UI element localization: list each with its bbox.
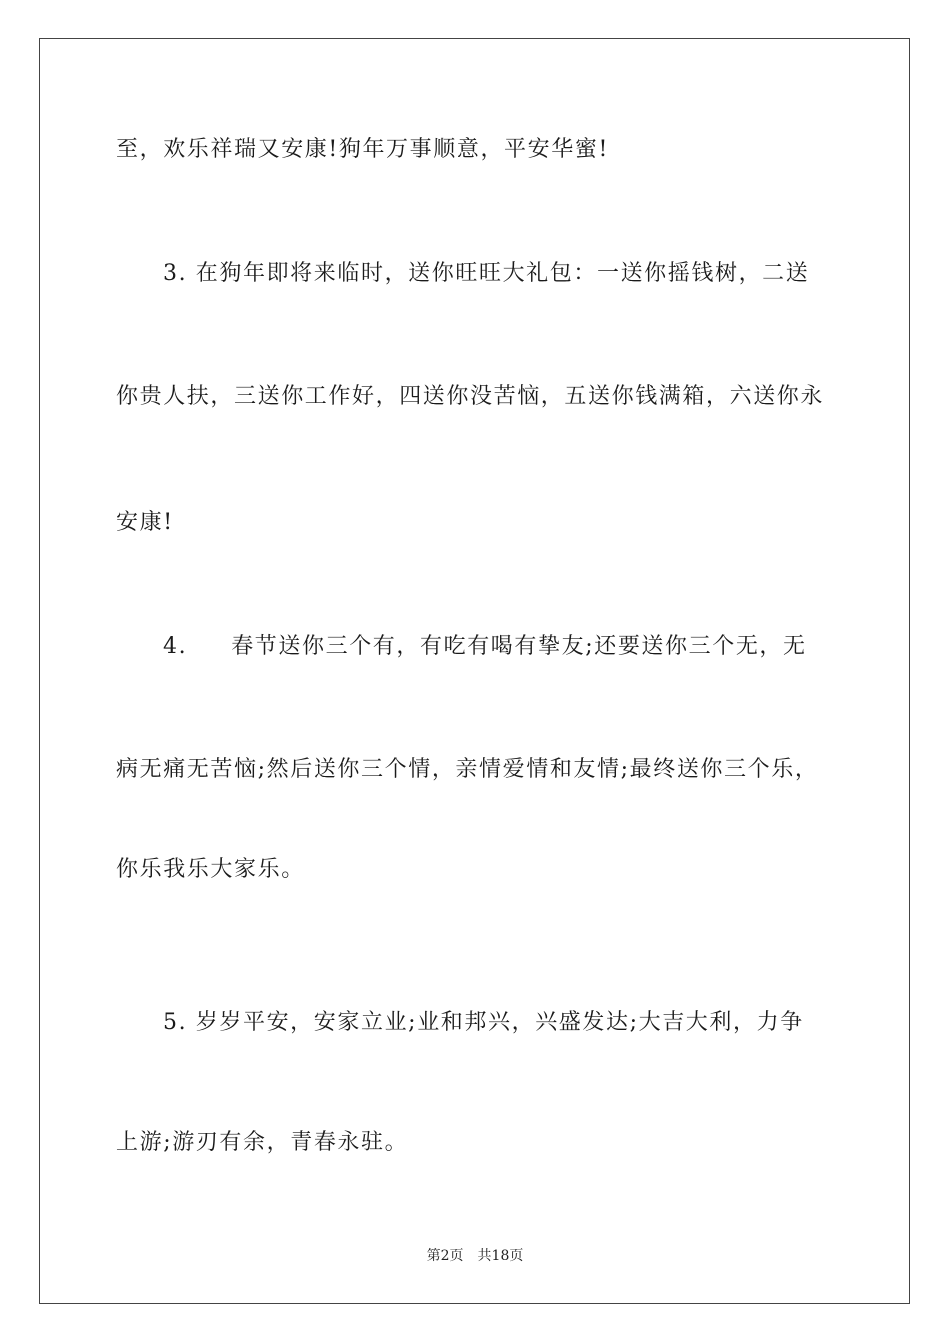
item-4-number: 4.	[163, 634, 188, 659]
page-total: 共18页	[477, 1248, 524, 1264]
text-line-9: 上游;游刃有余，青春永驻。	[116, 1130, 409, 1155]
text-line-1: 至，欢乐祥瑞又安康!狗年万事顺意，平安华蜜!	[116, 137, 609, 162]
text-line-6: 病无痛无苦恼;然后送你三个情，亲情爱情和友情;最终送你三个乐，	[116, 757, 819, 782]
text-line-8: 5. 岁岁平安，安家立业;业和邦兴，兴盛发达;大吉大利，力争	[163, 1010, 804, 1035]
page-number: 第2页	[426, 1248, 464, 1264]
text-line-7: 你乐我乐大家乐。	[116, 857, 305, 882]
text-line-3: 你贵人扶，三送你工作好，四送你没苦恼，五送你钱满箱，六送你永	[116, 384, 825, 409]
text-line-4: 安康!	[116, 510, 174, 535]
page-footer	[0, 1246, 950, 1266]
text-line-5	[163, 632, 807, 662]
item-4-text: 春节送你三个有，有吃有喝有挚友;还要送你三个无，无	[231, 634, 807, 659]
page-border	[39, 38, 910, 1304]
text-line-2: 3. 在狗年即将来临时，送你旺旺大礼包：一送你摇钱树，二送	[163, 261, 810, 286]
